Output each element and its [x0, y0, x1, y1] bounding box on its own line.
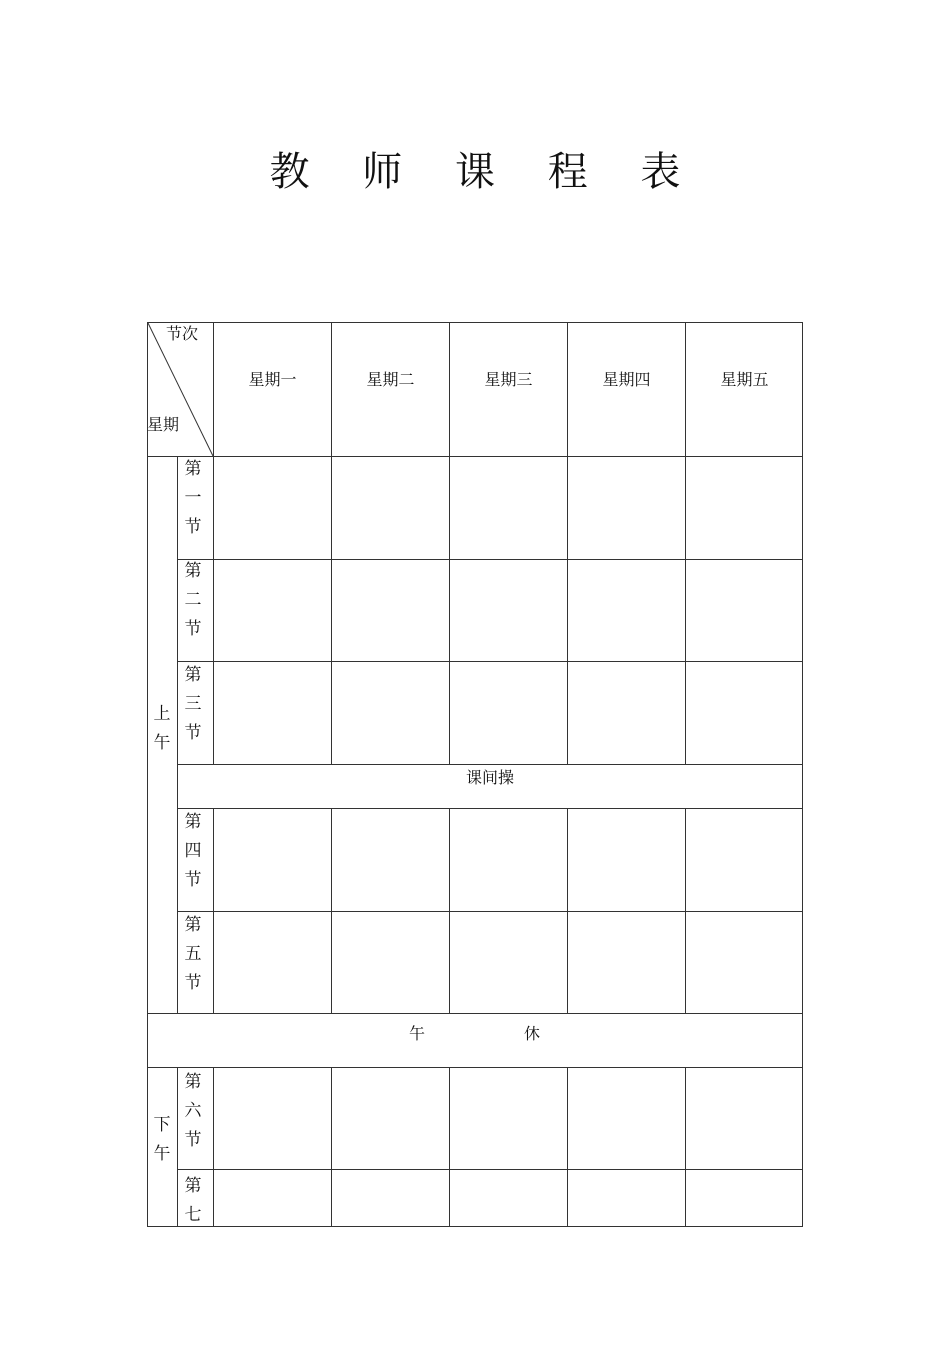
period-char: 第 — [184, 561, 202, 581]
period-char: 第 — [184, 459, 202, 479]
noon-rest-label-left: 午 — [409, 1024, 426, 1043]
schedule-cell[interactable] — [450, 662, 567, 764]
period-char: 第 — [184, 812, 202, 832]
corner-label-period: 节次 — [166, 324, 199, 343]
schedule-cell[interactable] — [332, 457, 449, 559]
header-day-wed: 星期三 — [484, 370, 533, 389]
schedule-cell[interactable] — [568, 912, 685, 1013]
row-divider — [177, 764, 803, 765]
schedule-cell[interactable] — [568, 1068, 685, 1169]
period-label-2 — [178, 557, 208, 644]
schedule-cell[interactable] — [568, 457, 685, 559]
page-title: 教 师 课 程 表 — [269, 149, 701, 195]
session-label-char: 午 — [153, 733, 171, 753]
period-char: 五 — [184, 944, 202, 964]
schedule-cell[interactable] — [686, 662, 802, 764]
period-char: 节 — [184, 723, 202, 743]
table-border-left — [147, 322, 148, 1227]
session-label-afternoon — [147, 1111, 177, 1169]
schedule-cell[interactable] — [332, 560, 449, 661]
schedule-cell[interactable] — [332, 662, 449, 764]
schedule-cell[interactable] — [686, 809, 802, 911]
period-char: 第 — [184, 1176, 202, 1196]
schedule-cell[interactable] — [450, 1068, 567, 1169]
schedule-cell[interactable] — [450, 912, 567, 1013]
period-char: 第 — [184, 665, 202, 685]
session-label-char: 午 — [153, 1144, 171, 1164]
schedule-cell[interactable] — [686, 560, 802, 661]
header-day-fri: 星期五 — [720, 370, 769, 389]
schedule-cell[interactable] — [332, 1170, 449, 1226]
header-day-mon: 星期一 — [248, 370, 297, 389]
period-char: 二 — [184, 590, 202, 610]
schedule-cell[interactable] — [568, 1170, 685, 1226]
schedule-cell[interactable] — [450, 560, 567, 661]
period-char: 节 — [184, 870, 202, 890]
schedule-cell[interactable] — [214, 1068, 331, 1169]
period-char: 三 — [184, 694, 202, 714]
schedule-cell[interactable] — [332, 809, 449, 911]
schedule-cell[interactable] — [568, 560, 685, 661]
schedule-cell[interactable] — [450, 457, 567, 559]
schedule-cell[interactable] — [214, 662, 331, 764]
period-char: 一 — [184, 488, 202, 508]
schedule-cell[interactable] — [686, 1068, 802, 1169]
break-exercise-label: 课间操 — [465, 768, 514, 787]
corner-label-weekday: 星期 — [147, 415, 180, 434]
period-label-1 — [178, 455, 208, 542]
table-border-right — [802, 322, 803, 1227]
period-label-6 — [178, 1068, 208, 1155]
schedule-cell[interactable] — [686, 1170, 802, 1226]
header-day-tue: 星期二 — [366, 370, 415, 389]
session-label-char: 下 — [153, 1115, 171, 1135]
schedule-cell[interactable] — [214, 457, 331, 559]
period-char: 第 — [184, 915, 202, 935]
period-label-4 — [178, 808, 208, 895]
schedule-cell[interactable] — [568, 809, 685, 911]
table-border-top — [147, 322, 803, 323]
period-char: 节 — [184, 973, 202, 993]
row-divider — [147, 1013, 803, 1014]
timetable — [147, 322, 803, 1227]
schedule-cell[interactable] — [214, 912, 331, 1013]
period-char: 节 — [184, 619, 202, 639]
schedule-cell[interactable] — [568, 662, 685, 764]
period-char: 六 — [184, 1101, 202, 1121]
session-label-char: 上 — [153, 704, 171, 724]
schedule-cell[interactable] — [450, 809, 567, 911]
period-char: 节 — [184, 517, 202, 537]
period-char: 七 — [184, 1205, 202, 1225]
period-char: 节 — [184, 1130, 202, 1150]
session-label-morning — [147, 700, 177, 758]
schedule-cell[interactable] — [686, 912, 802, 1013]
schedule-cell[interactable] — [686, 457, 802, 559]
schedule-cell[interactable] — [450, 1170, 567, 1226]
header-day-thu: 星期四 — [602, 370, 651, 389]
period-char: 四 — [184, 841, 202, 861]
period-label-5 — [178, 911, 208, 998]
schedule-cell[interactable] — [214, 809, 331, 911]
schedule-cell[interactable] — [332, 1068, 449, 1169]
schedule-cell[interactable] — [332, 912, 449, 1013]
schedule-cell[interactable] — [214, 560, 331, 661]
period-label-7 — [178, 1172, 208, 1227]
schedule-cell[interactable] — [214, 1170, 331, 1226]
period-label-3 — [178, 661, 208, 748]
noon-rest-label-right: 休 — [524, 1024, 541, 1043]
period-char: 第 — [184, 1072, 202, 1092]
table-border-bottom — [147, 1226, 803, 1227]
